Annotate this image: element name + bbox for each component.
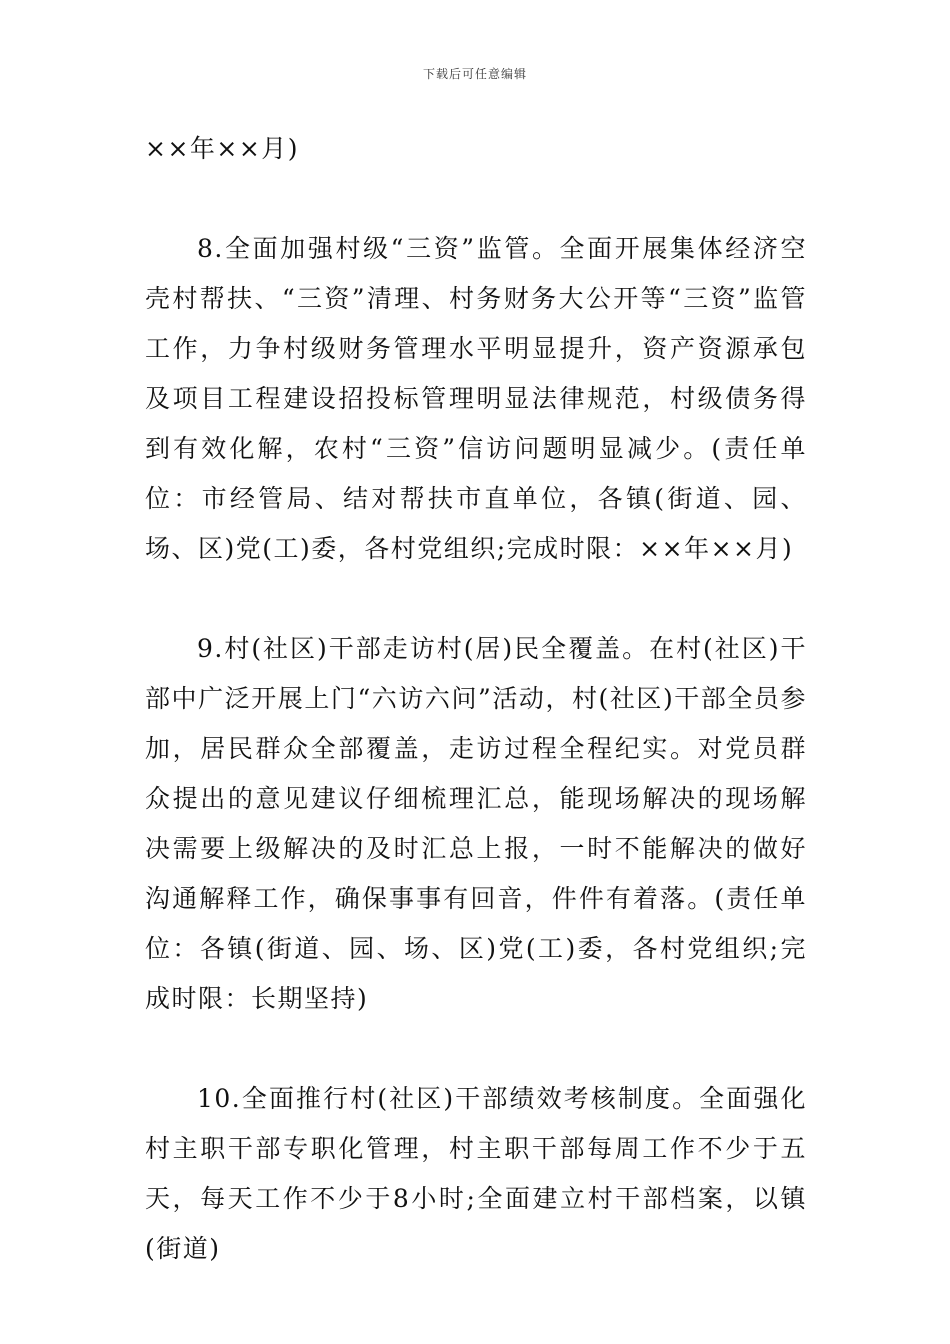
paragraph-gap xyxy=(145,174,807,224)
paragraph-item-9: 9.村(社区)干部走访村(居)民全覆盖。在村(社区)干部中广泛开展上门“六访六问”活动，村(社区)干部全员参加，居民群众全部覆盖，走访过程全程纪实。对党员群众提出的意见建议仔细梳理汇总，能现场解决的现场解决需要上级解决的及时汇总上报，一时不能解决的做好沟通解释工作，确保事事有回音，件件有着落。(责任单位：各镇(街道、园、场、区)党(工)委，各村党组织;完成时限：长期坚持) xyxy=(145,634,807,1013)
paragraph-gap xyxy=(145,1024,807,1074)
page-header: 下载后可任意编辑 xyxy=(422,67,527,81)
paragraph-item-8: 8.全面加强村级“三资”监管。全面开展集体经济空壳村帮扶、“三资”清理、村务财务大公开等“三资”监管工作，力争村级财务管理水平明显提升，资产资源承包及项目工程建设招投标管理明显法律规范，村级债务得到有效化解，农村“三资”信访问题明显减少。(责任单位：市经管局、结对帮扶市直单位，各镇(街道、园、场、区)党(工)委，各村党组织;完成时限：××年××月) xyxy=(145,234,807,563)
paragraph-item-10: 10.全面推行村(社区)干部绩效考核制度。全面强化村主职干部专职化管理，村主职干部每周工作不少于五天，每天工作不少于8小时;全面建立村干部档案，以镇(街道) xyxy=(145,1084,807,1263)
document-body xyxy=(145,124,807,1274)
paragraph-continuation: ××年××月) xyxy=(145,134,300,163)
paragraph-gap xyxy=(145,574,807,624)
